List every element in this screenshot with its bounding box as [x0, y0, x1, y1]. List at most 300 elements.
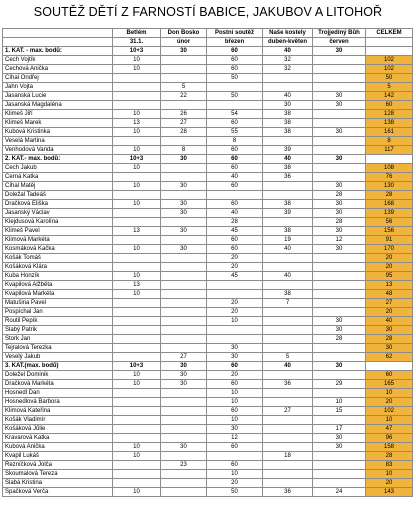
score-cell: [313, 344, 366, 353]
table-row: [3, 443, 413, 452]
participant-name: Kravarová Katka: [3, 434, 113, 443]
score-cell: [263, 137, 313, 146]
table-row: [3, 74, 413, 83]
table-row: [3, 434, 413, 443]
score-cell: [313, 110, 366, 119]
header-cell: [366, 38, 413, 47]
score-cell: [263, 191, 313, 200]
table-row: [3, 245, 413, 254]
participant-name: Klimová Markéta: [3, 236, 113, 245]
score-cell: 10: [207, 317, 263, 326]
score-cell: [313, 371, 366, 380]
participant-name: Veselý Jakub: [3, 353, 113, 362]
participant-name: Kosmáková Kačka: [3, 245, 113, 254]
table-row: [3, 182, 413, 191]
total-cell: 40: [366, 317, 413, 326]
participant-name: Doležal Tadeáš: [3, 191, 113, 200]
score-cell: 40: [263, 362, 313, 371]
score-cell: 28: [161, 128, 207, 137]
total-cell: 96: [366, 434, 413, 443]
score-cell: 19: [263, 236, 313, 245]
total-cell: 161: [366, 128, 413, 137]
score-cell: [313, 56, 366, 65]
total-cell: 60: [366, 101, 413, 110]
score-cell: 30: [313, 245, 366, 254]
score-cell: [113, 308, 161, 317]
score-cell: [113, 317, 161, 326]
score-cell: 10: [113, 110, 161, 119]
score-cell: [263, 461, 313, 470]
score-cell: 30: [161, 227, 207, 236]
score-cell: 60: [207, 200, 263, 209]
score-cell: [161, 317, 207, 326]
score-cell: [113, 407, 161, 416]
score-cell: [313, 119, 366, 128]
score-cell: 40: [207, 209, 263, 218]
score-cell: [113, 344, 161, 353]
table-row: [3, 209, 413, 218]
total-cell: 91: [366, 236, 413, 245]
score-cell: [313, 146, 366, 155]
score-cell: [313, 164, 366, 173]
table-row: [3, 344, 413, 353]
participant-name: Kvapilová Markéta: [3, 290, 113, 299]
score-cell: 10: [113, 65, 161, 74]
score-cell: 30: [161, 362, 207, 371]
participant-name: Černá Katka: [3, 173, 113, 182]
participant-name: Číhal Matěj: [3, 182, 113, 191]
score-cell: 26: [161, 110, 207, 119]
total-cell: 83: [366, 461, 413, 470]
score-cell: [207, 281, 263, 290]
score-cell: [113, 470, 161, 479]
score-cell: [113, 461, 161, 470]
participant-name: Klimeš Marek: [3, 119, 113, 128]
score-cell: [161, 452, 207, 461]
total-cell: 143: [366, 488, 413, 497]
score-cell: [263, 218, 313, 227]
table-row: [3, 461, 413, 470]
total-cell: 8: [366, 137, 413, 146]
score-cell: [161, 290, 207, 299]
participant-name: Doležel Dominik: [3, 371, 113, 380]
score-cell: 30: [313, 434, 366, 443]
table-row: [3, 92, 413, 101]
total-cell: 20: [366, 398, 413, 407]
score-cell: [161, 56, 207, 65]
score-cell: 10: [113, 380, 161, 389]
total-cell: 10: [366, 416, 413, 425]
score-cell: [207, 290, 263, 299]
score-cell: 36: [263, 380, 313, 389]
score-cell: [113, 335, 161, 344]
score-cell: 10: [207, 398, 263, 407]
score-cell: 30: [161, 245, 207, 254]
participant-name: Venhodová Vanda: [3, 146, 113, 155]
participant-name: Dračková Markéta: [3, 380, 113, 389]
score-cell: [161, 164, 207, 173]
score-cell: [313, 389, 366, 398]
score-cell: 27: [161, 353, 207, 362]
score-cell: 32: [263, 65, 313, 74]
score-cell: [161, 254, 207, 263]
score-cell: [113, 398, 161, 407]
score-cell: [161, 407, 207, 416]
score-cell: 8: [161, 146, 207, 155]
score-cell: [113, 101, 161, 110]
score-cell: [313, 470, 366, 479]
score-cell: [313, 452, 366, 461]
score-cell: 27: [263, 407, 313, 416]
score-cell: 30: [313, 92, 366, 101]
table-row: [3, 173, 413, 182]
score-cell: 30: [161, 200, 207, 209]
score-cell: 28: [313, 218, 366, 227]
total-cell: 20: [366, 254, 413, 263]
score-cell: 10: [113, 272, 161, 281]
score-cell: [313, 290, 366, 299]
table-row: [3, 425, 413, 434]
table-row: [3, 479, 413, 488]
score-cell: 30: [207, 344, 263, 353]
total-cell: 10: [366, 470, 413, 479]
score-cell: 39: [263, 146, 313, 155]
score-cell: [313, 272, 366, 281]
score-cell: 10: [113, 128, 161, 137]
participant-name: Slabá Kristina: [3, 479, 113, 488]
score-cell: 10: [207, 416, 263, 425]
score-cell: 10+3: [113, 155, 161, 164]
score-cell: [263, 326, 313, 335]
score-cell: 13: [113, 119, 161, 128]
score-cell: [263, 308, 313, 317]
score-cell: [161, 398, 207, 407]
score-cell: [113, 173, 161, 182]
score-cell: 38: [263, 290, 313, 299]
table-row: [3, 101, 413, 110]
category-row: [3, 155, 413, 164]
score-cell: 18: [263, 452, 313, 461]
score-cell: 5: [161, 83, 207, 92]
score-cell: [313, 461, 366, 470]
participant-name: Dračková Eliška: [3, 200, 113, 209]
participant-name: Jasanská Lucie: [3, 92, 113, 101]
score-cell: 10: [313, 398, 366, 407]
score-cell: 30: [313, 227, 366, 236]
total-cell: 30: [366, 344, 413, 353]
participant-name: Klejdusová Karolína: [3, 218, 113, 227]
score-cell: 60: [207, 236, 263, 245]
total-cell: [366, 47, 413, 56]
header-cell: Betlém: [113, 29, 161, 38]
score-cell: [161, 434, 207, 443]
score-cell: [113, 425, 161, 434]
score-cell: [263, 254, 313, 263]
participant-name: Špačková Verča: [3, 488, 113, 497]
score-cell: [161, 263, 207, 272]
score-cell: [263, 479, 313, 488]
participant-name: Jasanská Magdaléna: [3, 101, 113, 110]
score-cell: [161, 272, 207, 281]
total-cell: 28: [366, 452, 413, 461]
total-cell: 30: [366, 326, 413, 335]
total-cell: 5: [366, 83, 413, 92]
participant-name: Košáková Klára: [3, 263, 113, 272]
score-cell: [207, 83, 263, 92]
table-row: [3, 290, 413, 299]
participant-name: Řoutil Pepík: [3, 317, 113, 326]
score-cell: [113, 191, 161, 200]
score-cell: [263, 443, 313, 452]
score-cell: 30: [263, 101, 313, 110]
participant-name: Košák Tomáš: [3, 254, 113, 263]
score-cell: [161, 101, 207, 110]
table-row: [3, 191, 413, 200]
score-cell: [113, 263, 161, 272]
score-cell: 20: [207, 371, 263, 380]
score-cell: [263, 263, 313, 272]
score-cell: [263, 389, 313, 398]
score-cell: [161, 218, 207, 227]
score-cell: 60: [207, 146, 263, 155]
header-cell: Trojjediný Bůh: [313, 29, 366, 38]
page-title: SOUTĚŽ DĚTÍ Z FARNOSTÍ BABICE, JAKUBOV A LITOHOŘ: [33, 5, 383, 19]
score-cell: 10: [113, 443, 161, 452]
score-cell: 20: [207, 299, 263, 308]
score-cell: 38: [263, 200, 313, 209]
score-cell: 30: [161, 47, 207, 56]
score-cell: 12: [313, 236, 366, 245]
header-row-dates: [3, 38, 413, 47]
score-cell: 30: [313, 101, 366, 110]
total-cell: 102: [366, 407, 413, 416]
header-cell: duben-květen: [263, 38, 313, 47]
score-cell: 40: [263, 92, 313, 101]
score-cell: 38: [263, 227, 313, 236]
score-cell: [263, 74, 313, 83]
table-row: [3, 119, 413, 128]
total-cell: 20: [366, 479, 413, 488]
total-cell: 28: [366, 191, 413, 200]
participant-name: Čech Jakub: [3, 164, 113, 173]
score-cell: 22: [161, 92, 207, 101]
header-cell: únor: [161, 38, 207, 47]
score-cell: 60: [207, 164, 263, 173]
total-cell: 10: [366, 389, 413, 398]
score-cell: 38: [263, 128, 313, 137]
header-cell: červen: [313, 38, 366, 47]
table-row: [3, 218, 413, 227]
participant-name: Kvapilová Alžběta: [3, 281, 113, 290]
header-cell: Postní soutěž: [207, 29, 263, 38]
score-cell: [263, 335, 313, 344]
score-cell: [207, 452, 263, 461]
participant-name: Košáková Jůlie: [3, 425, 113, 434]
total-cell: 102: [366, 65, 413, 74]
score-cell: [263, 83, 313, 92]
table-row: [3, 137, 413, 146]
score-cell: 30: [313, 362, 366, 371]
table-row: [3, 470, 413, 479]
total-cell: 20: [366, 308, 413, 317]
score-cell: [161, 65, 207, 74]
total-cell: [366, 362, 413, 371]
score-cell: 30: [313, 128, 366, 137]
category-row: [3, 362, 413, 371]
table-row: [3, 200, 413, 209]
score-cell: [161, 326, 207, 335]
total-cell: 108: [366, 164, 413, 173]
score-cell: 30: [161, 182, 207, 191]
score-cell: [161, 281, 207, 290]
score-cell: [313, 74, 366, 83]
score-cell: [313, 299, 366, 308]
category-row: [3, 47, 413, 56]
score-cell: 30: [313, 443, 366, 452]
score-cell: [161, 389, 207, 398]
score-cell: [313, 173, 366, 182]
score-cell: 30: [313, 326, 366, 335]
score-cell: 60: [207, 155, 263, 164]
score-cell: 50: [207, 488, 263, 497]
score-cell: 36: [263, 488, 313, 497]
score-cell: 60: [207, 47, 263, 56]
score-cell: [113, 236, 161, 245]
score-cell: [113, 434, 161, 443]
score-cell: [161, 137, 207, 146]
score-cell: [313, 263, 366, 272]
total-cell: 95: [366, 272, 413, 281]
score-cell: [161, 416, 207, 425]
score-cell: 10: [113, 290, 161, 299]
score-cell: 54: [207, 110, 263, 119]
score-cell: 30: [161, 209, 207, 218]
score-cell: 30: [313, 209, 366, 218]
table-row: [3, 389, 413, 398]
participant-name: Slabý Patrik: [3, 326, 113, 335]
score-cell: 50: [207, 92, 263, 101]
score-cell: 29: [313, 380, 366, 389]
score-cell: 60: [207, 380, 263, 389]
score-cell: 10: [113, 488, 161, 497]
participant-name: Klimová Kateřina: [3, 407, 113, 416]
table-row: [3, 281, 413, 290]
participant-name: Klimeš Jiří: [3, 110, 113, 119]
score-cell: [161, 191, 207, 200]
score-cell: [113, 254, 161, 263]
score-cell: [113, 92, 161, 101]
header-cell: 31.1.: [113, 38, 161, 47]
participant-name: Tejralová Terezka: [3, 344, 113, 353]
participant-name: Jahn Vojta: [3, 83, 113, 92]
score-cell: 30: [313, 155, 366, 164]
table-row: [3, 353, 413, 362]
participant-name: Kuba Honzík: [3, 272, 113, 281]
score-cell: 20: [207, 263, 263, 272]
score-cell: [113, 353, 161, 362]
score-cell: 24: [313, 488, 366, 497]
score-cell: 10: [113, 371, 161, 380]
participant-name: Veselá Martina: [3, 137, 113, 146]
score-cell: 30: [313, 317, 366, 326]
score-cell: 20: [207, 479, 263, 488]
participant-name: Kvapil Lukáš: [3, 452, 113, 461]
total-cell: 117: [366, 146, 413, 155]
score-cell: 60: [207, 245, 263, 254]
participant-name: Hosnedlová Barbora: [3, 398, 113, 407]
score-cell: [207, 335, 263, 344]
score-cell: [207, 326, 263, 335]
score-cell: [313, 65, 366, 74]
score-cell: [161, 488, 207, 497]
header-cell: Don Bosko: [161, 29, 207, 38]
participant-name: Čech Vojtík: [3, 56, 113, 65]
total-cell: 56: [366, 218, 413, 227]
results-table-body: [3, 29, 413, 497]
table-row: [3, 335, 413, 344]
total-cell: 139: [366, 209, 413, 218]
score-cell: [161, 299, 207, 308]
score-cell: 60: [207, 407, 263, 416]
score-cell: 12: [207, 434, 263, 443]
header-cell: březen: [207, 38, 263, 47]
category-label: 1. KAT. - max. bodů:: [3, 47, 113, 56]
participant-name: Klimeš Pavel: [3, 227, 113, 236]
table-row: [3, 317, 413, 326]
header-cell: [3, 38, 113, 47]
score-cell: 30: [207, 425, 263, 434]
score-cell: 60: [207, 443, 263, 452]
score-cell: [113, 326, 161, 335]
score-cell: 60: [207, 182, 263, 191]
table-row: [3, 254, 413, 263]
score-cell: 23: [161, 461, 207, 470]
score-cell: 8: [207, 137, 263, 146]
score-cell: [113, 479, 161, 488]
score-cell: 10+3: [113, 362, 161, 371]
score-cell: [207, 191, 263, 200]
score-cell: 13: [113, 227, 161, 236]
category-label: 3. KAT.(max. bodů): [3, 362, 113, 371]
table-row: [3, 146, 413, 155]
total-cell: 156: [366, 227, 413, 236]
score-cell: 30: [313, 200, 366, 209]
score-cell: [161, 74, 207, 83]
score-cell: 40: [263, 155, 313, 164]
results-table: [2, 28, 413, 497]
score-cell: 28: [207, 218, 263, 227]
table-row: [3, 227, 413, 236]
score-cell: 10: [113, 452, 161, 461]
score-cell: [161, 335, 207, 344]
score-cell: 30: [207, 353, 263, 362]
table-row: [3, 65, 413, 74]
score-cell: 38: [263, 119, 313, 128]
score-cell: 17: [313, 425, 366, 434]
total-cell: 165: [366, 380, 413, 389]
participant-name: Štork Jan: [3, 335, 113, 344]
score-cell: 30: [313, 182, 366, 191]
score-cell: [313, 353, 366, 362]
score-cell: 27: [161, 119, 207, 128]
participant-name: Kubová Anička: [3, 443, 113, 452]
total-cell: 28: [366, 335, 413, 344]
table-row: [3, 452, 413, 461]
total-cell: 13: [366, 281, 413, 290]
score-cell: [313, 254, 366, 263]
total-cell: 168: [366, 200, 413, 209]
table-row: [3, 83, 413, 92]
